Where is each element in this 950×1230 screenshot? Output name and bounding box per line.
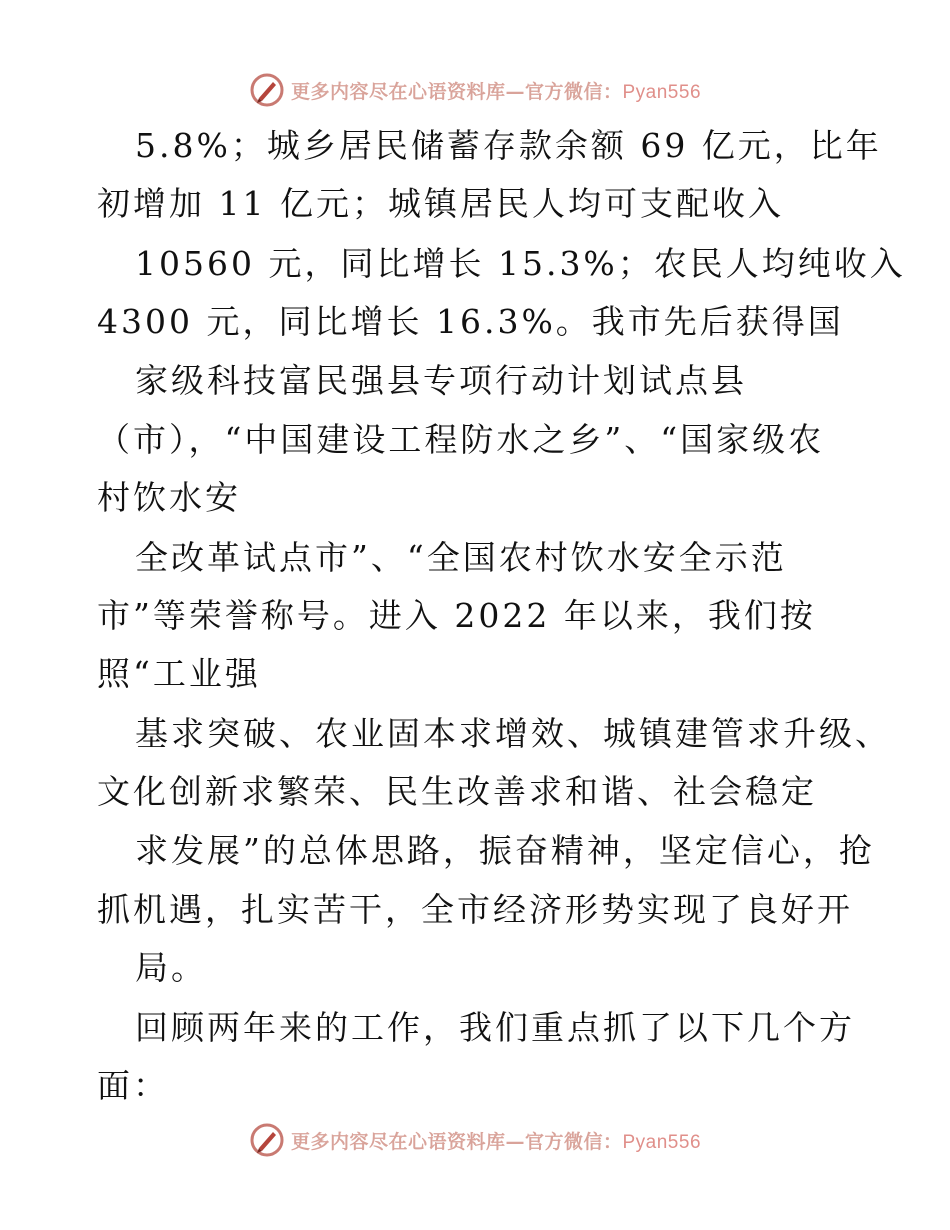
paragraph-line: 文化创新求繁荣、民生改善求和谐、社会稳定 — [97, 772, 817, 811]
paragraph-line: 5.8%；城乡居民储蓄存款余额 69 亿元，比年 — [135, 126, 882, 165]
paragraph-line: 回顾两年来的工作，我们重点抓了以下几个方 — [135, 1008, 855, 1047]
paragraph-line: 初增加 11 亿元；城镇居民人均可支配收入 — [97, 184, 784, 223]
paragraph-line: 抓机遇，扎实苦干，全市经济形势实现了良好开 — [97, 890, 853, 929]
paragraph-line: 4300 元，同比增长 16.3%。我市先后获得国 — [97, 302, 844, 341]
footer-banner — [0, 1120, 950, 1160]
banner-wechat-id: Pyan556 — [622, 1131, 702, 1153]
paragraph-line: （市），“中国建设工程防水之乡”、“国家级农 — [97, 420, 825, 459]
paragraph-line: 村饮水安 — [97, 478, 241, 517]
header-banner — [0, 70, 950, 110]
paragraph-line: 求发展”的总体思路，振奋精神，坚定信心，抢 — [135, 831, 875, 870]
paragraph-line: 面： — [97, 1066, 169, 1105]
banner-text: 更多内容尽在心语资料库—官方微信： — [290, 80, 623, 103]
paragraph-line: 家级科技富民强县专项行动计划试点县 — [135, 361, 747, 400]
red-pen-circle-logo-icon — [249, 72, 285, 108]
paragraph-line: 全改革试点市”、“全国农村饮水安全示范 — [135, 538, 787, 577]
paragraph-line: 10560 元，同比增长 15.3%；农民人均纯收入 — [135, 244, 906, 283]
banner-wechat-id: Pyan556 — [622, 81, 702, 103]
paragraph-line: 市”等荣誉称号。进入 2022 年以来，我们按 — [97, 596, 816, 635]
paragraph-line: 基求突破、农业固本求增效、城镇建管求升级、 — [135, 714, 891, 753]
paragraph-line: 照“工业强 — [97, 654, 261, 693]
red-pen-circle-logo-icon — [249, 1122, 285, 1158]
paragraph-line: 局。 — [135, 948, 207, 987]
banner-text: 更多内容尽在心语资料库—官方微信： — [290, 1130, 623, 1153]
